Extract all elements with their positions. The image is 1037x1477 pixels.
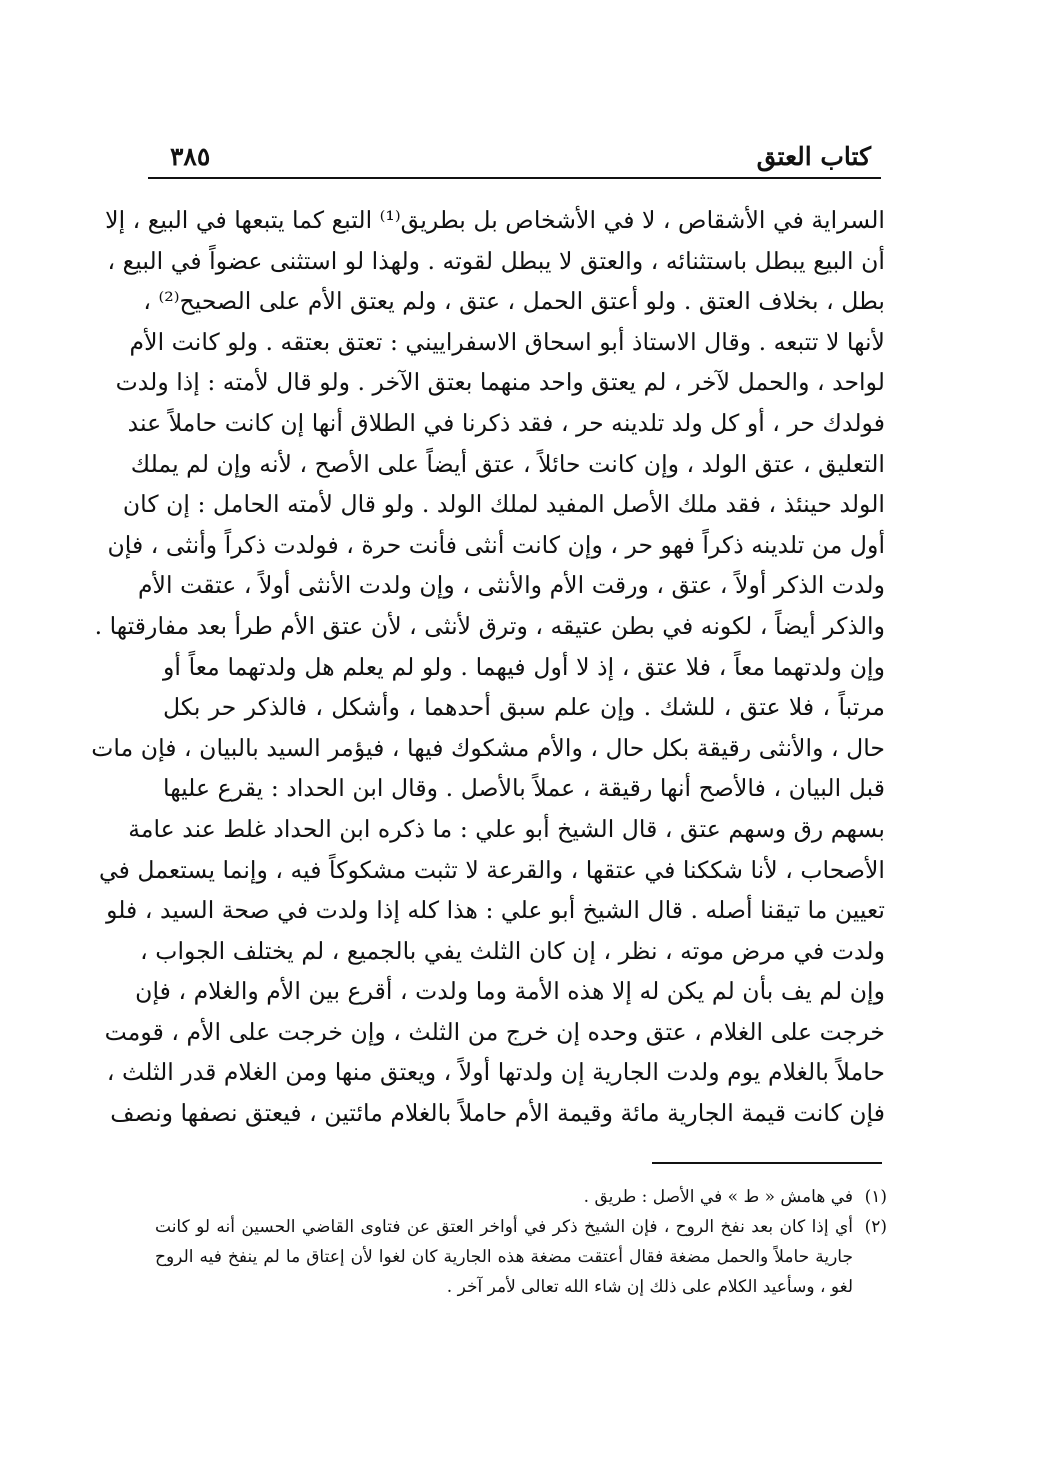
footnote-2-line-3: لغو ، وسأعيد الكلام على ذلك إن شاء الله تعالى لأمر آخر . [446,1277,853,1297]
footnote-text: أي إذا كان بعد نفخ الروح ، فإن الشيخ ذكر في أواخر العتق عن فتاوى القاضي الحسين أنه لو كانت [155,1217,853,1237]
text-line: بطل ، بخلاف العتق . ولو أعتق الحمل ، عتق ، ولم يعتق الأم على الصحيح⁽²⁾ ، [143,287,885,316]
footnote-2-line-2: جارية حاملاً والحمل مضغة فقال أعتقت مضغة هذه الجارية كان لغوا لأن إعتاق ما لم ينفخ فيه الروح [155,1247,853,1267]
text-line: حال ، والأنثى رقيقة بكل حال ، والأم مشكوك فيها ، فيؤمر السيد بالبيان ، فإن مات [91,733,885,762]
footnotes [155,1182,887,1302]
text-line: مرتباً ، فلا عتق ، للشك . وإن علم سبق أحدهما ، وأشكل ، فالذكر حر بكل [163,693,885,722]
text-line: بسهم رق وسهم عتق ، قال الشيخ أبو علي : ما ذكره ابن الحداد غلط عند عامة [128,814,885,843]
text-line: السراية في الأشقاص ، لا في الأشخاص بل بطريق⁽¹⁾ التبع كما يتبعها في البيع ، إلا [105,206,885,234]
running-title: كتاب العتق [756,142,871,171]
text-line: الولد حينئذ ، فقد ملك الأصل المفيد لملك الولد . ولو قال لأمته الحامل : إن كان [122,490,885,519]
footnote-1 [155,1182,887,1212]
text-line: لواحد ، والحمل لآخر ، لم يعتق واحد منهما بعتق الآخر . ولو قال لأمته : إذا ولدت [115,368,885,397]
main-text [91,200,885,1134]
header-rule [148,177,881,179]
text-line: تعيين ما تيقنا أصله . قال الشيخ أبو علي : هذا كله إذا ولدت في صحة السيد ، فلو [106,896,885,925]
text-line: أن البيع يبطل باستثنائه ، والعتق لا يبطل لقوته . ولهذا لو استثنى عضواً في البيع ، [107,246,885,275]
text-line: فإن كانت قيمة الجارية مائة وقيمة الأم حاملاً بالغلام مائتين ، فيعتق نصفها ونصف [110,1099,885,1128]
text-line: والذكر أيضاً ، لكونه في بطن عتيقه ، وترق لأنثى ، لأن عتق الأم طرأ بعد مفارقتها . [94,611,885,640]
footnote-number: (٢) [864,1217,887,1237]
text-line: وإن ولدتهما معاً ، فلا عتق ، إذ لا أول فيهما . ولو لم يعلم هل ولدتهما معاً أو [163,652,885,681]
text-line: لأنها لا تتبعه . وقال الاستاذ أبو اسحاق الاسفراييني : تعتق بعتقه . ولو كانت الأم [129,327,885,356]
footnote-text: في هامش « ط » في الأصل : طريق . [583,1187,853,1207]
footnote-2 [155,1212,887,1242]
text-line: فولدك حر ، أو كل ولد تلدينه حر ، فقد ذكرنا في الطلاق أنها إن كانت حاملاً عند [127,408,885,437]
text-line: أول من تلدينه ذكراً فهو حر ، وإن كانت أنثى فأنت حرة ، فولدت ذكراً وأنثى ، فإن [107,530,885,559]
page-number: ٣٨٥ [170,142,211,171]
text-line: حاملاً بالغلام يوم ولدت الجارية إن ولدتها أولاً ، ويعتق منها ومن الغلام قدر الثلث ، [106,1058,885,1087]
page-header [148,138,881,178]
footnote-rule [652,1162,882,1164]
text-line: ولدت في مرض موته ، نظر ، إن كان الثلث يفي بالجميع ، لم يختلف الجواب ، [140,936,885,965]
text-line: وإن لم يف بأن لم يكن له إلا هذه الأمة وما ولدت ، أقرع بين الأم والغلام ، فإن [135,977,885,1006]
text-line: الأصحاب ، لأنا شككنا في عتقها ، والقرعة لا تثبت مشكوكاً فيه ، وإنما يستعمل في [98,855,885,884]
text-line: التعليق ، عتق الولد ، وإن كانت حائلاً ، عتق أيضاً على الأصح ، لأنه وإن لم يملك [130,449,885,478]
footnote-number: (١) [864,1187,887,1207]
text-line: ولدت الذكر أولاً ، عتق ، ورقت الأم والأنثى ، وإن ولدت الأنثى أولاً ، عتقت الأم [137,571,885,600]
text-line: خرجت على الغلام ، عتق وحده إن خرج من الثلث ، وإن خرجت على الأم ، قومت [104,1017,885,1046]
text-line: قبل البيان ، فالأصح أنها رقيقة ، عملاً بالأصل . وقال ابن الحداد : يقرع عليها [163,774,885,803]
